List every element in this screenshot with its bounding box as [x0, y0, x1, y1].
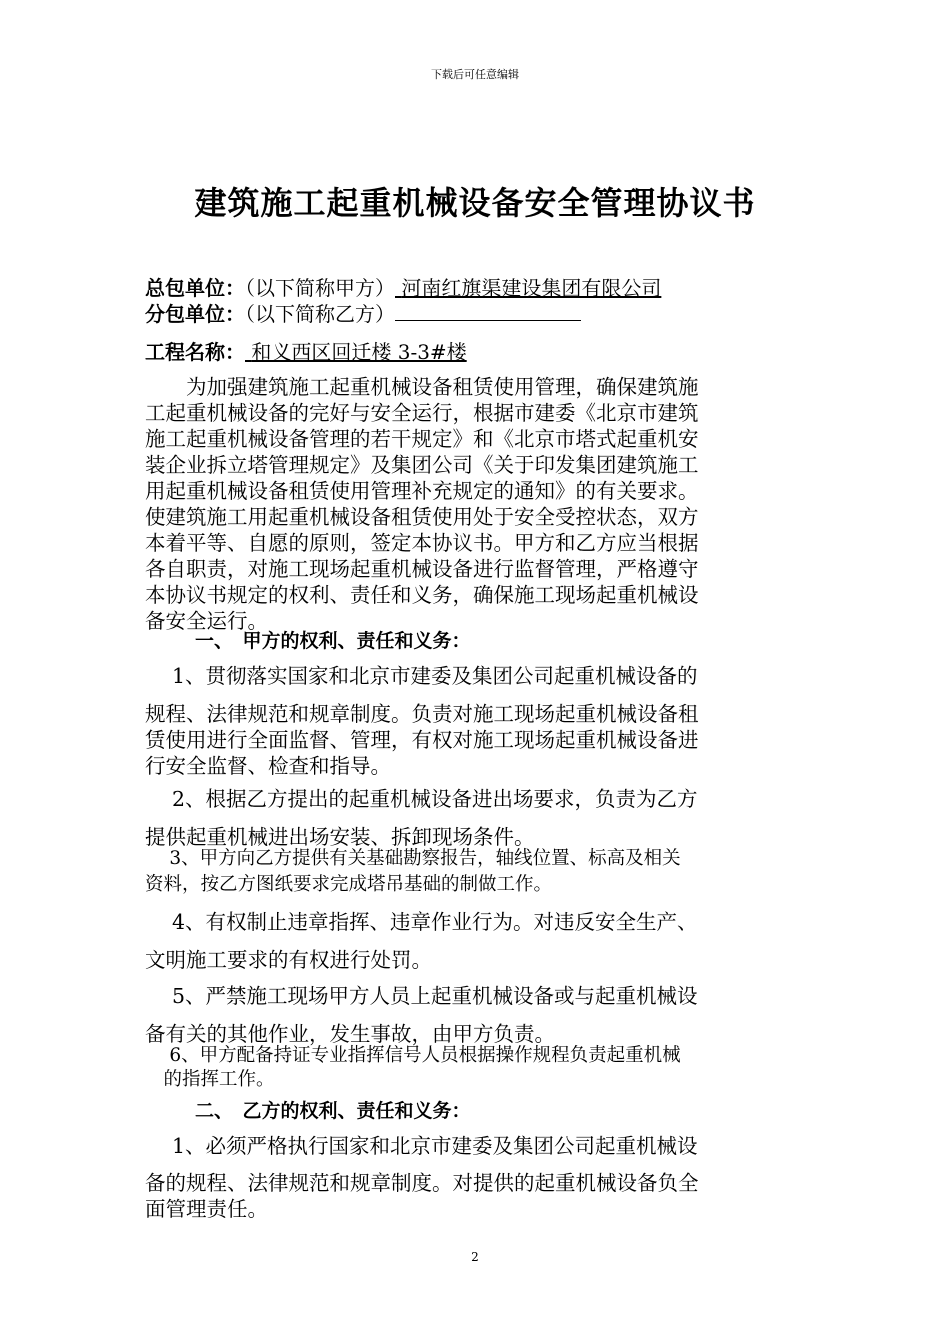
section-1-item-6: 6、甲方配备持证专业指挥信号人员根据操作规程负责起重机械 的指挥工作。	[145, 1045, 681, 1090]
intro-line: 装企业拆立塔管理规定》及集团公司《关于印发集团建筑施工	[145, 453, 699, 477]
intro-line: 各自职责，对施工现场起重机械设备进行监督管理，严格遵守	[145, 557, 699, 581]
subcontractor-label: 分包单位：	[145, 302, 245, 326]
project-line	[145, 336, 663, 365]
section-2-title: 二、 乙方的权利、责任和义务：	[195, 1100, 471, 1122]
intro-paragraph	[145, 374, 805, 634]
document-title: 建筑施工起重机械设备安全管理协议书	[194, 184, 756, 222]
intro-line: 用起重机械设备租赁使用管理补充规定的通知》的有关要求。	[145, 479, 699, 503]
intro-line: 施工起重机械设备管理的若干规定》和《北京市塔式起重机安	[145, 427, 699, 451]
header-note: 下载后可任意编辑	[431, 68, 519, 81]
intro-line: 使建筑施工用起重机械设备租赁使用处于安全受控状态，双方	[145, 505, 699, 529]
section-1-item-5: 5、严禁施工现场甲方人员上起重机械设备或与起重机械设 备有关的其他作业，发生事故，由甲方负责。	[145, 984, 698, 1046]
subcontractor-line	[145, 298, 581, 327]
section-2-item-1: 1、必须严格执行国家和北京市建委及集团公司起重机械设 备的规程、法律规范和规章制度。对提供的起重机械设备负全 面管理责任。	[145, 1134, 699, 1221]
section-1-item-4: 4、有权制止违章指挥、违章作业行为。对违反安全生产、 文明施工要求的有权进行处罚。	[145, 910, 698, 972]
intro-line: 为加强建筑施工起重机械设备租赁使用管理，确保建筑施	[145, 375, 699, 399]
intro-line: 工起重机械设备的完好与安全运行，根据市建委《北京市建筑	[145, 401, 699, 425]
section-1-item-2: 2、根据乙方提出的起重机械设备进出场要求，负责为乙方 提供起重机械进出场安装、拆卸现场条件。	[145, 787, 698, 849]
project-label: 工程名称：	[145, 340, 245, 364]
page-number: 2	[471, 1250, 479, 1264]
intro-line: 本协议书规定的权利、责任和义务，确保施工现场起重机械设	[145, 583, 699, 607]
contractor-value: 河南红旗渠建设集团有限公司	[401, 276, 662, 300]
section-1-title: 一、 甲方的权利、责任和义务：	[195, 630, 471, 652]
section-1-item-1: 1、贯彻落实国家和北京市建委及集团公司起重机械设备的 规程、法律规范和规章制度。负责对施工现场起重机械设备租 赁使用进行全面监督、管理，有权对施工现场起重机械设备进 行安全监督、检查和指导。	[145, 664, 699, 778]
project-value: 和义西区回迁楼 3-3#楼	[251, 340, 467, 364]
section-1-item-3: 3、甲方向乙方提供有关基础勘察报告，轴线位置、标高及相关 资料，按乙方图纸要求完成塔吊基础的制做工作。	[145, 848, 681, 895]
subcontractor-note: （以下简称乙方）	[245, 302, 395, 326]
subcontractor-blank	[395, 300, 581, 321]
intro-line: 备安全运行。	[145, 609, 268, 633]
contractor-label: 总包单位：	[145, 276, 245, 300]
contractor-line	[145, 272, 661, 301]
contractor-note: （以下简称甲方）	[245, 276, 395, 300]
intro-line: 本着平等、自愿的原则，签定本协议书。甲方和乙方应当根据	[145, 531, 699, 555]
